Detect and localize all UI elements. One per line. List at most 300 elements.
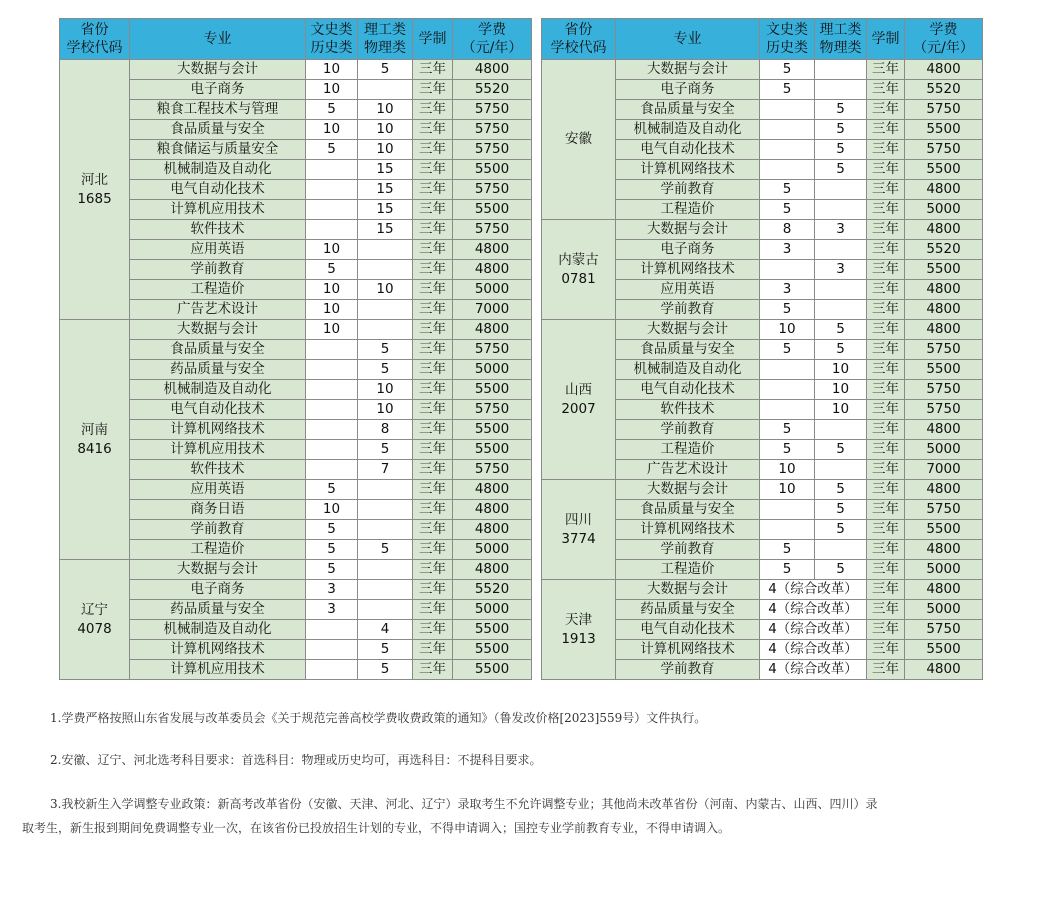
quota-science-cell [358, 240, 413, 260]
major-cell: 计算机网络技术 [616, 160, 760, 180]
major-cell: 计算机网络技术 [130, 640, 306, 660]
tuition-cell: 4800 [905, 480, 983, 500]
tuition-cell: 5500 [453, 380, 532, 400]
tuition-cell: 4800 [453, 260, 532, 280]
tuition-cell: 5500 [453, 640, 532, 660]
table-row [60, 300, 532, 320]
table-row [60, 340, 532, 360]
duration-cell: 三年 [867, 160, 905, 180]
quota-science-cell: 15 [358, 180, 413, 200]
quota-liberal-cell: 5 [760, 440, 815, 460]
quota-science-cell: 4 [358, 620, 413, 640]
quota-science-cell: 5 [358, 360, 413, 380]
quota-science-cell [358, 580, 413, 600]
duration-cell: 三年 [413, 580, 453, 600]
major-cell: 工程造价 [616, 440, 760, 460]
table-header-row [60, 19, 532, 60]
tuition-cell: 5520 [905, 80, 983, 100]
tuition-cell: 5750 [905, 400, 983, 420]
major-cell: 食品质量与安全 [130, 340, 306, 360]
quota-science-cell: 10 [358, 120, 413, 140]
major-cell: 学前教育 [130, 520, 306, 540]
major-cell: 大数据与会计 [130, 560, 306, 580]
major-cell: 大数据与会计 [130, 60, 306, 80]
major-cell: 应用英语 [130, 480, 306, 500]
quota-liberal-cell [306, 400, 358, 420]
quota-science-cell: 15 [358, 160, 413, 180]
quota-liberal-cell: 5 [306, 520, 358, 540]
enrollment-table-right [541, 18, 983, 680]
quota-liberal-cell: 10 [760, 460, 815, 480]
table-row [60, 660, 532, 680]
header-science: 理工类 物理类 [358, 19, 413, 60]
tuition-cell: 5750 [453, 180, 532, 200]
quota-liberal-cell: 5 [760, 80, 815, 100]
tuition-cell: 4800 [905, 300, 983, 320]
table-body-left [60, 60, 532, 680]
major-cell: 电气自动化技术 [130, 400, 306, 420]
school-code: 0781 [561, 270, 596, 287]
major-cell: 学前教育 [616, 540, 760, 560]
tuition-cell: 5750 [905, 500, 983, 520]
quota-liberal-cell: 10 [306, 240, 358, 260]
duration-cell: 三年 [867, 540, 905, 560]
duration-cell: 三年 [867, 280, 905, 300]
table-row [60, 400, 532, 420]
major-cell: 电气自动化技术 [616, 620, 760, 640]
table-row [60, 220, 532, 240]
tuition-cell: 4800 [905, 180, 983, 200]
quota-liberal-cell: 10 [306, 500, 358, 520]
quota-science-cell: 5 [358, 60, 413, 80]
table-row [60, 500, 532, 520]
table-row [60, 280, 532, 300]
quota-science-cell: 5 [815, 320, 867, 340]
duration-cell: 三年 [413, 280, 453, 300]
tuition-cell: 5520 [453, 580, 532, 600]
major-cell: 食品质量与安全 [130, 120, 306, 140]
quota-liberal-cell [306, 440, 358, 460]
quota-liberal-cell: 5 [760, 340, 815, 360]
duration-cell: 三年 [867, 500, 905, 520]
major-cell: 电子商务 [130, 580, 306, 600]
tuition-cell: 5000 [905, 200, 983, 220]
quota-science-cell: 5 [358, 440, 413, 460]
duration-cell: 三年 [413, 100, 453, 120]
duration-cell: 三年 [867, 640, 905, 660]
duration-cell: 三年 [867, 100, 905, 120]
major-cell: 机械制造及自动化 [130, 160, 306, 180]
tuition-cell: 4800 [905, 580, 983, 600]
province-name: 河北 [81, 171, 108, 188]
quota-liberal-cell: 10 [306, 80, 358, 100]
duration-cell: 三年 [413, 200, 453, 220]
table-row [542, 220, 983, 240]
major-cell: 学前教育 [616, 420, 760, 440]
tuition-cell: 5520 [905, 240, 983, 260]
tuition-cell: 5500 [905, 520, 983, 540]
major-cell: 工程造价 [616, 560, 760, 580]
duration-cell: 三年 [867, 120, 905, 140]
major-cell: 电气自动化技术 [616, 380, 760, 400]
quota-science-cell: 10 [358, 280, 413, 300]
tuition-cell: 5500 [905, 120, 983, 140]
duration-cell: 三年 [413, 160, 453, 180]
duration-cell: 三年 [867, 220, 905, 240]
duration-cell: 三年 [413, 460, 453, 480]
duration-cell: 三年 [867, 260, 905, 280]
table-row [60, 560, 532, 580]
quota-liberal-cell: 5 [760, 200, 815, 220]
table-row [60, 540, 532, 560]
quota-cell-reform: 4（综合改革） [760, 620, 867, 640]
tuition-cell: 5750 [453, 400, 532, 420]
quota-science-cell: 10 [358, 140, 413, 160]
quota-liberal-cell [306, 640, 358, 660]
duration-cell: 三年 [413, 180, 453, 200]
header-duration: 学制 [413, 19, 453, 60]
header-major: 专业 [130, 19, 306, 60]
quota-science-cell: 5 [358, 540, 413, 560]
table-row [60, 360, 532, 380]
duration-cell: 三年 [867, 600, 905, 620]
table-body-right [542, 60, 983, 680]
tuition-cell: 4800 [905, 220, 983, 240]
school-code: 3774 [561, 530, 596, 547]
table-row [60, 600, 532, 620]
major-cell: 学前教育 [616, 180, 760, 200]
header-major: 专业 [616, 19, 760, 60]
tuition-cell: 5750 [453, 120, 532, 140]
table-row [60, 60, 532, 80]
duration-cell: 三年 [413, 620, 453, 640]
quota-science-cell: 3 [815, 220, 867, 240]
tuition-cell: 5000 [453, 280, 532, 300]
duration-cell: 三年 [413, 440, 453, 460]
table-row [60, 320, 532, 340]
header-province: 省份 学校代码 [542, 19, 616, 60]
tuition-cell: 5000 [453, 540, 532, 560]
quota-liberal-cell [760, 360, 815, 380]
enrollment-table-left [59, 18, 532, 680]
duration-cell: 三年 [413, 60, 453, 80]
quota-liberal-cell: 10 [760, 480, 815, 500]
duration-cell: 三年 [413, 420, 453, 440]
major-cell: 应用英语 [130, 240, 306, 260]
quota-liberal-cell [760, 160, 815, 180]
major-cell: 软件技术 [130, 460, 306, 480]
tuition-cell: 5750 [905, 140, 983, 160]
quota-liberal-cell [306, 460, 358, 480]
tuition-cell: 5000 [905, 440, 983, 460]
quota-science-cell [358, 480, 413, 500]
duration-cell: 三年 [413, 220, 453, 240]
quota-science-cell: 10 [815, 380, 867, 400]
duration-cell: 三年 [413, 540, 453, 560]
tuition-cell: 7000 [453, 300, 532, 320]
note-major-transfer-policy: 3.我校新生入学调整专业政策：新高考改革省份（安徽、天津、河北、辽宁）录取考生不允许调整专业；其他尚未改革省份（河南、内蒙古、山西、四川）录取考生，新生报到期间免费调整专业一次，在该省份已投放招生计划的专业，不得申请调入；国控专业学前教育专业，不得申请调入。 [22, 797, 878, 835]
major-cell: 计算机网络技术 [616, 520, 760, 540]
quota-liberal-cell: 10 [306, 320, 358, 340]
duration-cell: 三年 [867, 400, 905, 420]
duration-cell: 三年 [867, 380, 905, 400]
duration-cell: 三年 [413, 600, 453, 620]
quota-science-cell: 5 [815, 100, 867, 120]
quota-science-cell: 5 [815, 520, 867, 540]
quota-science-cell [815, 200, 867, 220]
quota-liberal-cell: 5 [306, 540, 358, 560]
quota-liberal-cell: 8 [760, 220, 815, 240]
quota-liberal-cell: 10 [306, 280, 358, 300]
tuition-cell: 4800 [453, 560, 532, 580]
header-duration: 学制 [867, 19, 905, 60]
quota-liberal-cell: 3 [760, 280, 815, 300]
table-row [542, 60, 983, 80]
quota-liberal-cell: 5 [760, 540, 815, 560]
quota-science-cell: 15 [358, 220, 413, 240]
quota-science-cell [815, 80, 867, 100]
table-row [60, 120, 532, 140]
quota-liberal-cell: 10 [306, 300, 358, 320]
tuition-cell: 5500 [905, 360, 983, 380]
quota-liberal-cell: 5 [760, 420, 815, 440]
major-cell: 工程造价 [130, 540, 306, 560]
quota-science-cell: 10 [815, 360, 867, 380]
tuition-cell: 5500 [453, 200, 532, 220]
table-row [60, 420, 532, 440]
table-row [542, 480, 983, 500]
major-cell: 药品质量与安全 [130, 600, 306, 620]
quota-liberal-cell [760, 120, 815, 140]
quota-science-cell: 10 [815, 400, 867, 420]
tuition-cell: 5000 [905, 560, 983, 580]
duration-cell: 三年 [413, 140, 453, 160]
table-row [60, 100, 532, 120]
quota-science-cell: 5 [815, 480, 867, 500]
tuition-cell: 5750 [905, 100, 983, 120]
quota-science-cell: 10 [358, 400, 413, 420]
duration-cell: 三年 [867, 340, 905, 360]
quota-science-cell [358, 520, 413, 540]
duration-cell: 三年 [867, 420, 905, 440]
major-cell: 大数据与会计 [616, 220, 760, 240]
quota-science-cell [358, 80, 413, 100]
table-header-row [542, 19, 983, 60]
table-row [60, 200, 532, 220]
quota-liberal-cell: 3 [760, 240, 815, 260]
quota-liberal-cell: 10 [306, 120, 358, 140]
school-code: 2007 [561, 400, 596, 417]
quota-liberal-cell [760, 520, 815, 540]
duration-cell: 三年 [867, 200, 905, 220]
quota-science-cell: 8 [358, 420, 413, 440]
tuition-cell: 4800 [905, 320, 983, 340]
major-cell: 电气自动化技术 [616, 140, 760, 160]
province-name: 安徽 [565, 131, 592, 147]
quota-science-cell [358, 260, 413, 280]
duration-cell: 三年 [413, 400, 453, 420]
quota-liberal-cell [306, 180, 358, 200]
duration-cell: 三年 [413, 520, 453, 540]
major-cell: 商务日语 [130, 500, 306, 520]
major-cell: 计算机应用技术 [130, 660, 306, 680]
major-cell: 粮食工程技术与管理 [130, 100, 306, 120]
province-cell [542, 320, 616, 480]
major-cell: 食品质量与安全 [616, 340, 760, 360]
quota-science-cell [815, 280, 867, 300]
major-cell: 电气自动化技术 [130, 180, 306, 200]
tuition-cell: 5750 [905, 620, 983, 640]
tuition-cell: 5500 [905, 640, 983, 660]
table-row [60, 580, 532, 600]
major-cell: 广告艺术设计 [130, 300, 306, 320]
header-province: 省份 学校代码 [60, 19, 130, 60]
tuition-cell: 5000 [453, 360, 532, 380]
quota-science-cell: 5 [815, 500, 867, 520]
quota-liberal-cell [306, 200, 358, 220]
quota-cell-reform: 4（综合改革） [760, 580, 867, 600]
header-tuition: 学费 （元/年） [453, 19, 532, 60]
major-cell: 计算机网络技术 [616, 260, 760, 280]
quota-liberal-cell: 5 [760, 300, 815, 320]
quota-liberal-cell: 5 [306, 480, 358, 500]
tuition-cell: 5750 [453, 340, 532, 360]
quota-science-cell: 10 [358, 380, 413, 400]
quota-science-cell: 3 [815, 260, 867, 280]
tuition-cell: 4800 [905, 280, 983, 300]
major-cell: 食品质量与安全 [616, 500, 760, 520]
quota-liberal-cell [306, 220, 358, 240]
major-cell: 软件技术 [130, 220, 306, 240]
quota-science-cell [815, 300, 867, 320]
province-cell [60, 560, 130, 680]
tuition-cell: 5500 [453, 420, 532, 440]
quota-science-cell: 15 [358, 200, 413, 220]
quota-science-cell [815, 460, 867, 480]
quota-liberal-cell [306, 380, 358, 400]
quota-science-cell [815, 180, 867, 200]
province-cell [542, 480, 616, 580]
tuition-cell: 5750 [453, 140, 532, 160]
duration-cell: 三年 [867, 240, 905, 260]
tuition-cell: 4800 [453, 520, 532, 540]
quota-science-cell [815, 240, 867, 260]
major-cell: 学前教育 [616, 300, 760, 320]
major-cell: 计算机网络技术 [130, 420, 306, 440]
quota-liberal-cell: 5 [760, 560, 815, 580]
quota-liberal-cell: 3 [306, 580, 358, 600]
quota-liberal-cell [760, 380, 815, 400]
tuition-cell: 5500 [453, 440, 532, 460]
province-name: 内蒙古 [558, 251, 599, 268]
table-row [542, 580, 983, 600]
quota-science-cell: 5 [358, 660, 413, 680]
header-science: 理工类 物理类 [815, 19, 867, 60]
major-cell: 广告艺术设计 [616, 460, 760, 480]
quota-science-cell [815, 60, 867, 80]
duration-cell: 三年 [413, 640, 453, 660]
table-row [60, 180, 532, 200]
tuition-cell: 5750 [453, 100, 532, 120]
duration-cell: 三年 [413, 380, 453, 400]
quota-liberal-cell: 5 [306, 140, 358, 160]
province-name: 四川 [565, 511, 592, 528]
quota-science-cell: 5 [815, 340, 867, 360]
quota-science-cell: 5 [358, 640, 413, 660]
table-row [60, 380, 532, 400]
major-cell: 机械制造及自动化 [130, 620, 306, 640]
quota-cell-reform: 4（综合改革） [760, 660, 867, 680]
quota-science-cell [815, 540, 867, 560]
duration-cell: 三年 [413, 120, 453, 140]
quota-science-cell: 5 [815, 160, 867, 180]
quota-science-cell [358, 320, 413, 340]
province-cell [542, 220, 616, 320]
duration-cell: 三年 [413, 320, 453, 340]
quota-liberal-cell: 5 [306, 100, 358, 120]
tuition-cell: 5520 [453, 80, 532, 100]
duration-cell: 三年 [413, 360, 453, 380]
tuition-cell: 4800 [453, 60, 532, 80]
quota-liberal-cell [760, 400, 815, 420]
duration-cell: 三年 [867, 480, 905, 500]
major-cell: 机械制造及自动化 [616, 120, 760, 140]
major-cell: 粮食储运与质量安全 [130, 140, 306, 160]
major-cell: 软件技术 [616, 400, 760, 420]
header-tuition: 学费 （元/年） [905, 19, 983, 60]
quota-liberal-cell: 5 [760, 60, 815, 80]
quota-liberal-cell: 10 [306, 60, 358, 80]
table-row [60, 240, 532, 260]
tuition-cell: 4800 [453, 320, 532, 340]
major-cell: 电子商务 [130, 80, 306, 100]
duration-cell: 三年 [867, 520, 905, 540]
quota-science-cell [358, 560, 413, 580]
major-cell: 工程造价 [616, 200, 760, 220]
major-cell: 电子商务 [616, 240, 760, 260]
table-row [542, 320, 983, 340]
school-code: 4078 [77, 620, 112, 637]
tuition-cell: 5500 [453, 620, 532, 640]
duration-cell: 三年 [867, 180, 905, 200]
table-row [60, 640, 532, 660]
tuition-cell: 4800 [905, 60, 983, 80]
quota-science-cell: 10 [358, 100, 413, 120]
table-row [60, 260, 532, 280]
province-name: 河南 [81, 421, 108, 438]
school-code: 1685 [77, 190, 112, 207]
quota-liberal-cell: 5 [306, 260, 358, 280]
quota-liberal-cell [760, 260, 815, 280]
major-cell: 计算机应用技术 [130, 200, 306, 220]
tuition-cell: 4800 [905, 420, 983, 440]
duration-cell: 三年 [413, 340, 453, 360]
quota-liberal-cell [760, 500, 815, 520]
duration-cell: 三年 [413, 240, 453, 260]
quota-science-cell: 5 [815, 560, 867, 580]
province-cell [60, 320, 130, 560]
school-code: 1913 [561, 630, 596, 647]
quota-cell-reform: 4（综合改革） [760, 640, 867, 660]
table-row [60, 480, 532, 500]
province-name: 辽宁 [81, 601, 108, 618]
province-cell [542, 580, 616, 680]
duration-cell: 三年 [867, 440, 905, 460]
tuition-cell: 5750 [453, 220, 532, 240]
tuition-cell: 4800 [453, 240, 532, 260]
quota-science-cell [358, 600, 413, 620]
quota-science-cell: 5 [358, 340, 413, 360]
